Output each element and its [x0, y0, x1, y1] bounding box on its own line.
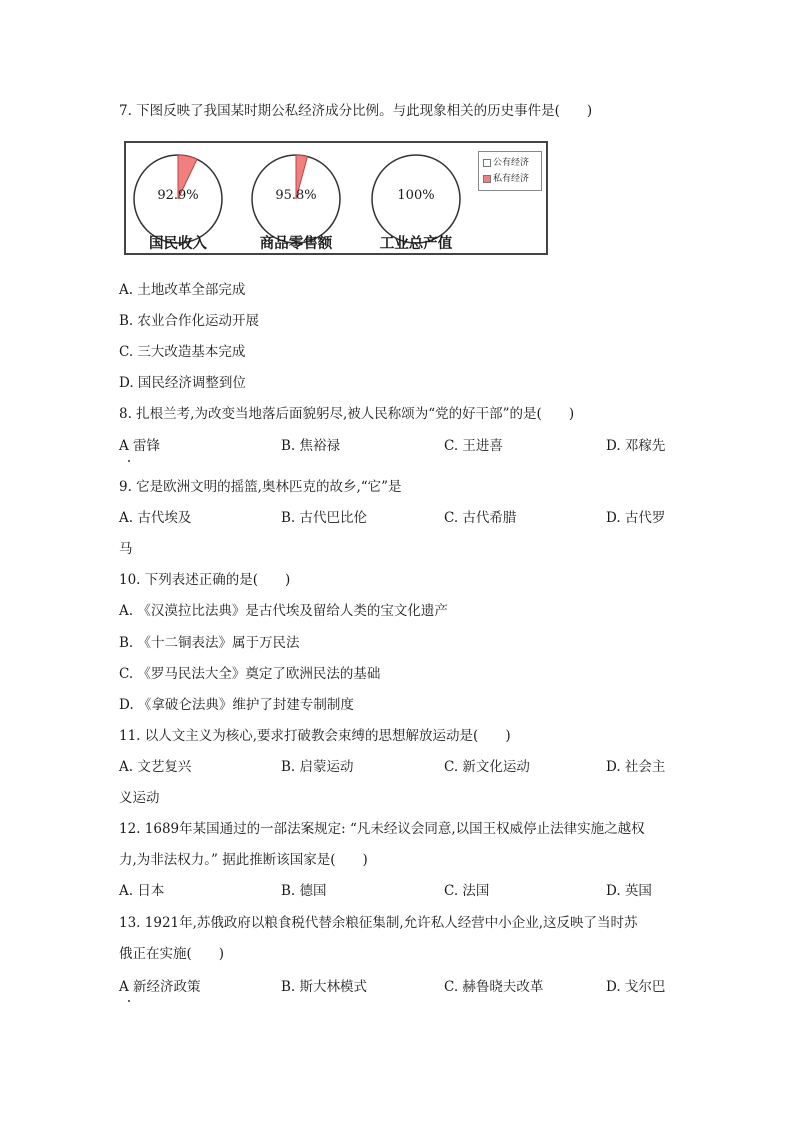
question-10-stem: 10. 下列表述正确的是( ): [119, 572, 291, 588]
q8-option-a: A 雷锋: [119, 438, 161, 454]
question-9-stem: 9. 它是欧洲文明的摇篮,奥林匹克的故乡,“它”是: [119, 479, 402, 495]
q12-option-c: C. 法国: [444, 883, 490, 899]
pie-caption: 商品零售额: [259, 235, 333, 252]
q10-option-c: C. 《罗马民法大全》奠定了欧洲民法的基础: [119, 666, 381, 682]
pie-value-label: 95.8%: [275, 188, 317, 203]
q7-option-b: B. 农业合作化运动开展: [119, 313, 260, 329]
q12-options: [119, 881, 679, 901]
q9-option-b: B. 古代巴比伦: [281, 510, 368, 526]
q12-option-d: D. 英国: [606, 883, 652, 899]
q11-options: [119, 757, 679, 777]
q11-option-b: B. 启蒙运动: [281, 759, 354, 775]
legend-label: 私有经济: [493, 174, 530, 184]
q9-options: [119, 508, 679, 528]
q7-option-d: D. 国民经济调整到位: [119, 375, 246, 391]
question-7-stem: 7. 下图反映了我国某时期公私经济成分比例。与此现象相关的历史事件是( ): [119, 103, 593, 119]
legend-swatch-public: [483, 159, 491, 167]
mark-dot: [128, 1000, 130, 1002]
legend-label: 公有经济: [493, 158, 530, 168]
q8-option-b: B. 焦裕禄: [281, 438, 341, 454]
q8-option-d: D. 邓稼先: [606, 438, 666, 454]
q9-option-d-wrap: 马: [119, 541, 133, 557]
pie-chart-figure: [124, 141, 548, 255]
question-8-stem: 8. 扎根兰考,为改变当地落后面貌躬尽,被人民称颂为“党的好干部”的是( ): [119, 406, 575, 422]
q8-options: [119, 436, 679, 456]
legend-item-public: [483, 157, 529, 169]
q9-option-d: D. 古代罗: [606, 510, 666, 526]
q11-option-c: C. 新文化运动: [444, 759, 530, 775]
question-11-stem: 11. 以人文主义为核心,要求打破教会束缚的思想解放运动是( ): [119, 728, 511, 744]
pie-caption: 工业总产值: [379, 235, 453, 252]
q13-option-c: C. 赫鲁晓夫改革: [444, 979, 544, 995]
q10-option-d: D. 《拿破仑法典》维护了封建专制制度: [119, 697, 354, 713]
q13-option-d: D. 戈尔巴: [606, 979, 666, 995]
q10-option-b: B. 《十二铜表法》属于万民法: [119, 635, 300, 651]
chart-legend: [478, 151, 542, 191]
pie-value-label: 100%: [397, 188, 435, 203]
question-13-stem-cont: 俄正在实施( ): [119, 946, 225, 962]
q13-options: [119, 977, 679, 997]
q7-option-c: C. 三大改造基本完成: [119, 344, 246, 360]
q13-option-b: B. 斯大林模式: [281, 979, 368, 995]
q9-option-c: C. 古代希腊: [444, 510, 517, 526]
q10-option-a: A. 《汉漠拉比法典》是古代埃及留给人类的宝文化遗产: [119, 603, 448, 619]
q11-option-d-wrap: 义运动: [119, 790, 160, 806]
pie-value-label: 92.9%: [157, 188, 199, 203]
q8-option-c: C. 王进喜: [444, 438, 503, 454]
legend-swatch-private: [483, 175, 491, 183]
legend-item-private: [483, 173, 529, 185]
question-12-stem-cont: 力,为非法权力。” 据此推断该国家是( ): [119, 852, 368, 868]
q7-option-a: A. 土地改革全部完成: [119, 282, 246, 298]
q13-option-a: A 新经济政策: [119, 979, 201, 995]
pie-caption: 国民收入: [149, 235, 207, 252]
q12-option-b: B. 德国: [281, 883, 327, 899]
q12-option-a: A. 日本: [119, 883, 165, 899]
mark-dot: [128, 460, 130, 462]
q11-option-a: A. 文艺复兴: [119, 759, 192, 775]
q11-option-d: D. 社会主: [606, 759, 666, 775]
question-12-stem: 12. 1689年某国通过的一部法案规定: “凡未经议会同意,以国王权威停止法律实施之越权: [119, 821, 645, 837]
question-13-stem: 13. 1921年,苏俄政府以粮食税代替余粮征集制,允许私人经营中小企业,这反映了当时苏: [119, 915, 638, 931]
q9-option-a: A. 古代埃及: [119, 510, 192, 526]
